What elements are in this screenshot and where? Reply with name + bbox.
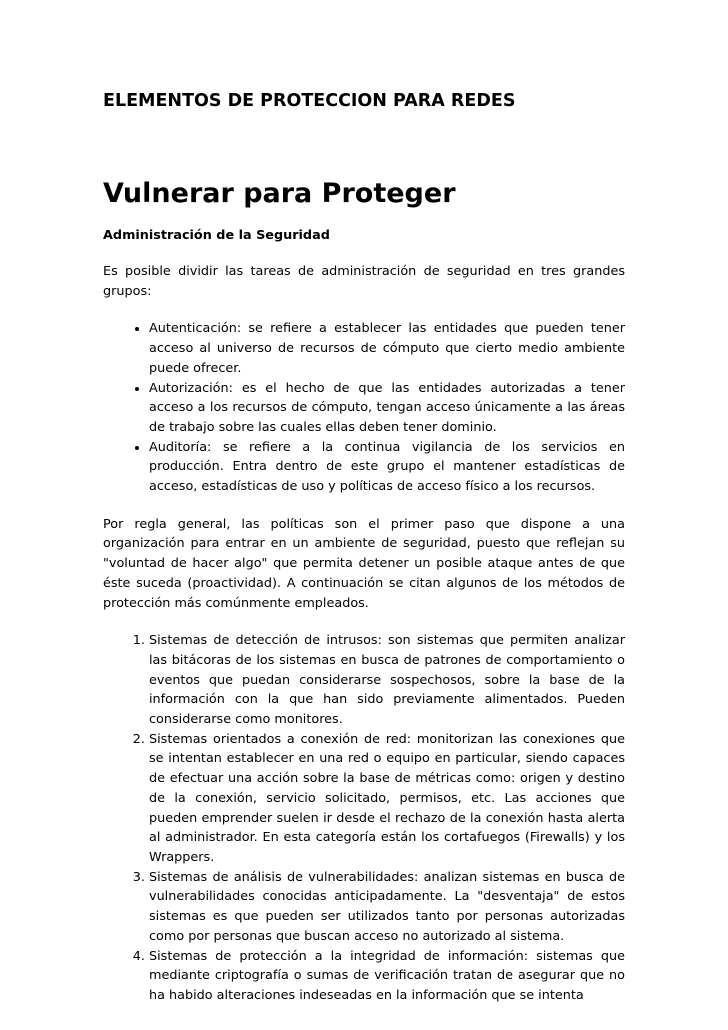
- list-item: 3. Sistemas de análisis de vulnerabilidades: analizan sistemas en busca de vulnerabilidades conocidas anticipadamente. La "desventaja" de estos sistemas es que pueden ser utilizados tanto por personas autorizadas como por personas que buscan acceso no autorizado al sistema.: [149, 868, 625, 947]
- subsection-heading: Administración de la Seguridad: [103, 228, 330, 243]
- list-item: • Autenticación: se refiere a establecer las entidades que pueden tener acceso al universo de recursos de cómputo que cierto medio ambiente puede ofrecer.: [149, 319, 625, 378]
- document-body: [103, 262, 625, 1024]
- policy-paragraph: Por regla general, las políticas son el primer paso que dispone a una organización para entrar en un ambiente de seguridad, puesto que reflejan su "voluntad de hacer algo" que permita detener un posible ataque antes de que éste suceda (proactividad). A continuación se citan algunos de los métodos de protección más comúnmente empleados.: [103, 516, 625, 611]
- list-item: 1. Sistemas de detección de intrusos: son sistemas que permiten analizar las bitácoras de los sistemas en busca de patrones de comportamiento o eventos que puedan considerarse sospechosos, sobre la base de la información con la que han sido previamente alimentados. Pueden considerarse como monitores.: [149, 631, 625, 730]
- list-item: 2. Sistemas orientados a conexión de red: monitorizan las conexiones que se intentan establecer en una red o equipo en particular, siendo capaces de efectuar una acción sobre la base de métricas como: origen y destino de la conexión, servicio solicitado, permisos, etc. Las acciones que pueden emprender suelen ir desde el rechazo de la conexión hasta alerta al administrador. En esta categoría están los cortafuegos (Firewalls) y los Wrappers.: [149, 730, 625, 868]
- section-heading: Vulnerar para Proteger: [103, 178, 456, 209]
- list-item: • Auditoría: se refiere a la continua vigilancia de los servicios en producción. Entra dentro de este grupo el mantener estadísticas de acceso, estadísticas de uso y políticas de acceso físico a los recursos.: [149, 438, 625, 497]
- list-item: • Autorización: es el hecho de que las entidades autorizadas a tener acceso a los recursos de cómputo, tengan acceso únicamente a las áreas de trabajo sobre las cuales ellas deben tener dominio.: [149, 379, 625, 438]
- protection-methods-list: [103, 631, 625, 1005]
- intro-paragraph: Es posible dividir las tareas de administración de seguridad en tres grandes grupos:: [103, 264, 625, 299]
- document-title: ELEMENTOS DE PROTECCION PARA REDES: [103, 91, 516, 111]
- list-item: 4. Sistemas de protección a la integridad de información: sistemas que mediante criptografía o sumas de verificación tratan de asegurar que no ha habido alteraciones indeseadas en la información que se intenta: [149, 947, 625, 1006]
- task-groups-list: [103, 319, 625, 496]
